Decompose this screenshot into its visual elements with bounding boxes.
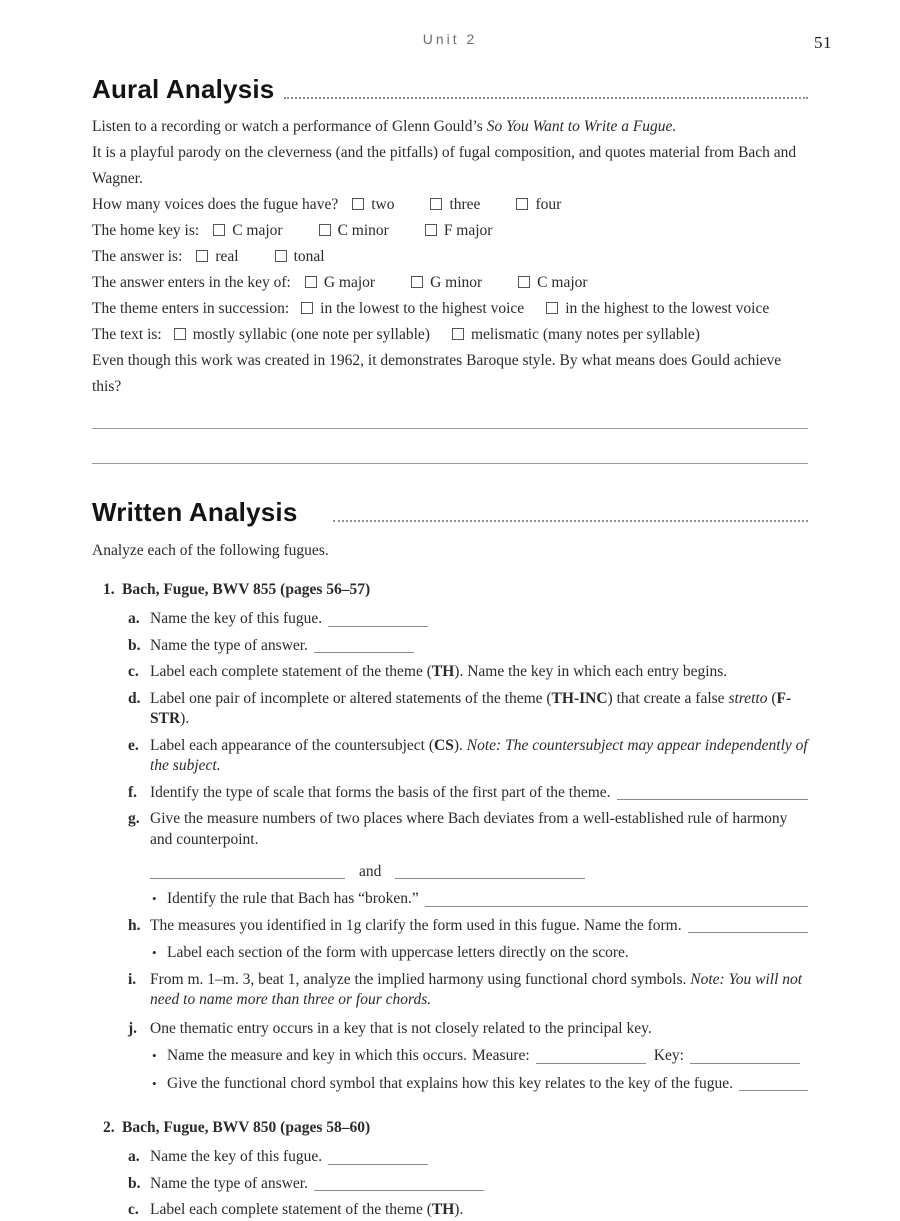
answer-blank[interactable] xyxy=(425,894,808,907)
option-label: two xyxy=(371,196,395,213)
checkbox-icon[interactable] xyxy=(546,302,558,314)
part-2a xyxy=(128,1147,808,1168)
checkbox-option-real[interactable] xyxy=(196,244,238,270)
bullet-text: Identify the rule that Bach has “broken.” xyxy=(167,890,419,907)
option-label: in the highest to the lowest voice xyxy=(565,300,770,317)
part-label: f. xyxy=(128,783,138,801)
part-2c xyxy=(128,1200,808,1221)
part-text: From m. 1–m. 3, beat 1, analyze the implied harmony using functional chord symbols. Note: You will not need to name more than three or four chords. xyxy=(150,970,803,1008)
checkbox-option-g-minor[interactable] xyxy=(411,270,482,296)
checkbox-icon[interactable] xyxy=(301,302,313,314)
bullet-text: Label each section of the form with uppercase letters directly on the score. xyxy=(167,944,629,961)
problem-title: Bach, Fugue, BWV 850 (pages 58–60) xyxy=(122,1119,371,1136)
key-answer-blank[interactable] xyxy=(690,1051,800,1064)
measure-label: Measure: xyxy=(472,1047,530,1064)
heading-dotted-leader xyxy=(284,97,808,99)
aural-analysis-section-heading xyxy=(92,74,808,105)
aural-analysis-title: Aural Analysis xyxy=(92,74,275,104)
checkbox-option-two[interactable] xyxy=(352,192,394,218)
option-label: G minor xyxy=(430,274,483,291)
checkbox-option-highest-to-lowest[interactable] xyxy=(546,296,769,322)
part-label: i. xyxy=(128,970,137,988)
part-1h-bullet xyxy=(152,943,808,964)
option-label: mostly syllabic (one note per syllable) xyxy=(192,326,430,343)
problem-number: 1. xyxy=(103,581,115,598)
part-1d xyxy=(128,689,808,730)
part-1g-measure-blanks xyxy=(150,862,808,882)
part-label: c. xyxy=(128,1201,139,1218)
part-label: g. xyxy=(128,810,140,827)
part-label: a. xyxy=(128,1148,140,1165)
part-1e xyxy=(128,736,808,777)
part-1f xyxy=(128,783,808,804)
question-prompt: How many voices does the fugue have? xyxy=(92,196,339,213)
part-label: b. xyxy=(128,1174,141,1192)
part-text: Name the type of answer. xyxy=(150,636,308,654)
answer-blank[interactable] xyxy=(688,920,808,933)
checkbox-icon[interactable] xyxy=(430,198,442,210)
option-label: melismatic (many notes per syllable) xyxy=(470,326,700,343)
bullet-text: Name the measure and key in which this occurs. xyxy=(167,1047,468,1064)
checkbox-icon[interactable] xyxy=(518,276,530,288)
problem-2-heading xyxy=(103,1115,808,1141)
written-analysis-title: Written Analysis xyxy=(92,497,298,527)
bullet-dot: • xyxy=(152,1048,157,1063)
part-1i xyxy=(128,970,808,1011)
problem-1-heading xyxy=(103,577,808,603)
and-label: and xyxy=(359,863,382,880)
checkbox-icon[interactable] xyxy=(319,224,331,236)
option-label: real xyxy=(215,248,239,265)
checkbox-option-c-minor[interactable] xyxy=(319,218,389,244)
option-label: C major xyxy=(232,222,283,239)
part-1j-bullet-measure-key xyxy=(152,1046,808,1067)
problem-1 xyxy=(92,577,808,1094)
part-text: The measures you identified in 1g clarify the form used in this fugue. Name the form. xyxy=(150,916,682,934)
part-text: Label each complete statement of the theme (TH). xyxy=(150,1201,464,1218)
part-2b xyxy=(128,1174,808,1195)
checkbox-icon[interactable] xyxy=(411,276,423,288)
answer-blank[interactable] xyxy=(617,787,808,800)
question-home-key xyxy=(92,218,808,244)
aural-closing-question: Even though this work was created in 1962, it demonstrates Baroque style. By what means does Gould achieve this? xyxy=(92,352,782,395)
part-label: c. xyxy=(128,663,139,680)
part-label: h. xyxy=(128,916,141,934)
question-voices xyxy=(92,192,808,218)
answer-blank[interactable] xyxy=(314,1178,484,1191)
question-prompt: The text is: xyxy=(92,326,162,343)
part-1c xyxy=(128,662,808,683)
answer-rule-line[interactable] xyxy=(92,428,808,429)
part-label: b. xyxy=(128,636,141,654)
part-1j xyxy=(128,1019,808,1040)
aural-intro-line-1: Listen to a recording or watch a performance of Glenn Gould’s So You Want to Write a Fugue. xyxy=(92,118,677,135)
aural-intro-line-2: It is a playful parody on the cleverness (and the pitfalls) of fugal composition, and quotes material from Bach and Wagner. xyxy=(92,144,797,187)
part-label: a. xyxy=(128,610,140,627)
option-label: C minor xyxy=(337,222,389,239)
answer-blank[interactable] xyxy=(739,1078,808,1091)
running-header-unit: Unit 2 xyxy=(422,31,478,47)
checkbox-option-syllabic[interactable] xyxy=(174,322,430,348)
checkbox-icon[interactable] xyxy=(452,328,464,340)
checkbox-icon[interactable] xyxy=(516,198,528,210)
answer-rule-line[interactable] xyxy=(92,463,808,464)
part-text: Label each appearance of the countersubject (CS). Note: The countersubject may appear independently of the subject. xyxy=(150,736,808,774)
question-prompt: The home key is: xyxy=(92,222,200,239)
part-1a xyxy=(128,609,808,630)
option-label: tonal xyxy=(293,248,325,265)
option-label: F major xyxy=(443,222,493,239)
part-1g xyxy=(128,809,808,850)
bullet-text: Give the functional chord symbol that explains how this key relates to the key of the fugue. xyxy=(167,1074,734,1092)
key-label: Key: xyxy=(653,1047,684,1064)
bullet-dot: • xyxy=(152,1075,157,1091)
question-theme-succession xyxy=(92,296,808,322)
answer-blank[interactable] xyxy=(395,866,585,879)
checkbox-icon[interactable] xyxy=(275,250,287,262)
written-intro: Analyze each of the following fugues. xyxy=(92,542,329,559)
part-text: Identify the type of scale that forms the basis of the first part of the theme. xyxy=(150,783,611,801)
part-1h xyxy=(128,916,808,937)
part-text: Name the key of this fugue. xyxy=(150,1148,323,1165)
answer-blank[interactable] xyxy=(328,1152,428,1165)
answer-blank[interactable] xyxy=(314,640,414,653)
part-text: Give the measure numbers of two places where Bach deviates from a well-established rule of harmony and counterpoint. xyxy=(150,810,788,848)
problem-title: Bach, Fugue, BWV 855 (pages 56–57) xyxy=(122,581,371,598)
checkbox-option-lowest-to-highest[interactable] xyxy=(301,296,524,322)
question-prompt: The answer is: xyxy=(92,248,183,265)
checkbox-icon[interactable] xyxy=(352,198,364,210)
question-answer-key xyxy=(92,270,808,296)
question-prompt: The answer enters in the key of: xyxy=(92,274,291,291)
checkbox-icon[interactable] xyxy=(174,328,186,340)
checkbox-icon[interactable] xyxy=(196,250,208,262)
question-answer-type xyxy=(92,244,808,270)
answer-blank[interactable] xyxy=(328,614,428,627)
checkbox-option-four[interactable] xyxy=(516,192,561,218)
option-label: in the lowest to the highest voice xyxy=(320,300,525,317)
checkbox-icon[interactable] xyxy=(213,224,225,236)
part-text: Name the key of this fugue. xyxy=(150,610,323,627)
part-1b xyxy=(128,636,808,657)
checkbox-option-c-major[interactable] xyxy=(213,218,282,244)
checkbox-icon[interactable] xyxy=(425,224,437,236)
part-1j-bullet-chord-symbol xyxy=(152,1074,808,1095)
question-prompt: The theme enters in succession: xyxy=(92,300,290,317)
part-text: Name the type of answer. xyxy=(150,1174,308,1192)
problem-number: 2. xyxy=(103,1119,115,1136)
part-label: d. xyxy=(128,689,141,707)
part-text: One thematic entry occurs in a key that is not closely related to the principal key. xyxy=(150,1019,652,1037)
part-1g-bullet xyxy=(152,889,808,910)
checkbox-option-f-major[interactable] xyxy=(425,218,493,244)
problem-2 xyxy=(92,1115,808,1221)
written-analysis-section-heading xyxy=(92,497,808,528)
bullet-dot: • xyxy=(152,891,157,906)
measure-answer-blank[interactable] xyxy=(536,1051,646,1064)
option-label: G major xyxy=(323,274,376,291)
checkbox-option-g-major[interactable] xyxy=(305,270,375,296)
checkbox-option-c-major-answer[interactable] xyxy=(518,270,587,296)
heading-dotted-leader xyxy=(333,520,808,522)
part-label: e. xyxy=(128,736,139,754)
checkbox-option-tonal[interactable] xyxy=(275,244,325,270)
answer-blank[interactable] xyxy=(150,866,345,879)
checkbox-option-melismatic[interactable] xyxy=(452,322,700,348)
option-label: four xyxy=(535,196,562,213)
part-label: j. xyxy=(128,1019,138,1037)
option-label: three xyxy=(449,196,481,213)
page-number: 51 xyxy=(814,33,832,52)
question-text-setting xyxy=(92,322,808,348)
part-text: Label each complete statement of the theme (TH). Name the key in which each entry begins. xyxy=(150,663,728,680)
checkbox-option-three[interactable] xyxy=(430,192,480,218)
checkbox-icon[interactable] xyxy=(305,276,317,288)
option-label: C major xyxy=(537,274,588,291)
bullet-dot: • xyxy=(152,945,157,960)
part-text: Label one pair of incomplete or altered statements of the theme (TH-INC) that create a false stretto (F-STR). xyxy=(150,689,792,727)
